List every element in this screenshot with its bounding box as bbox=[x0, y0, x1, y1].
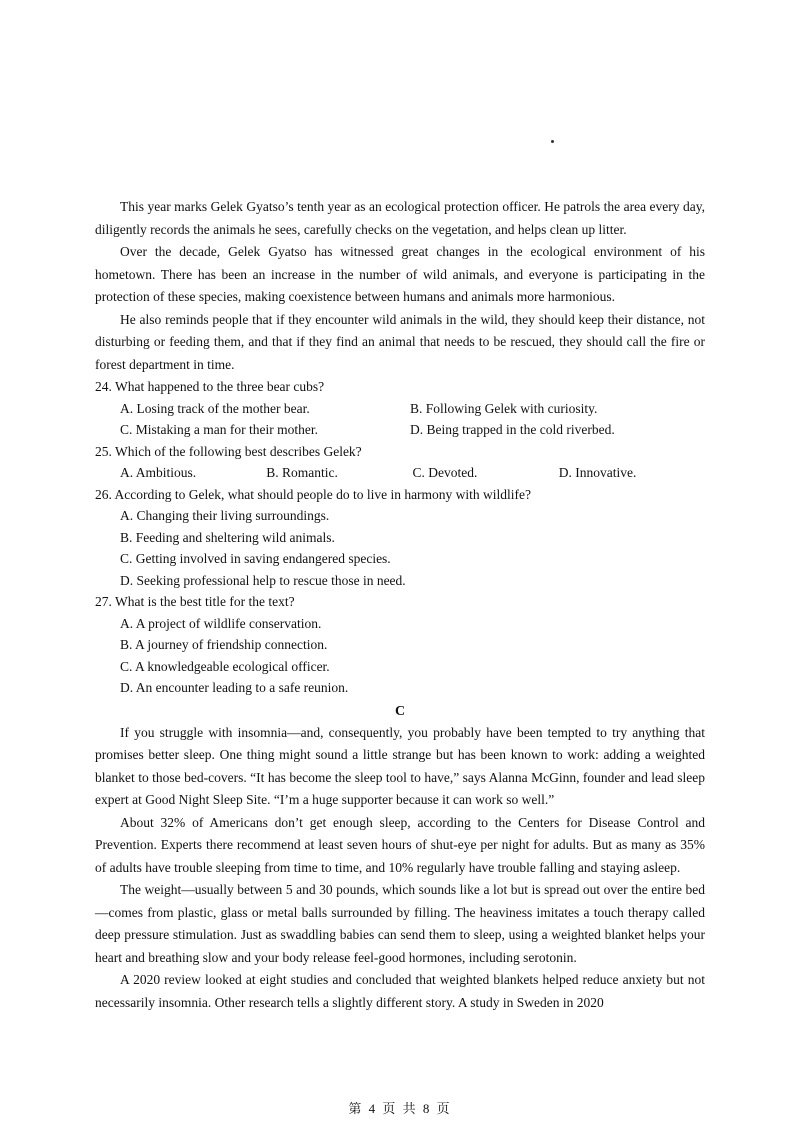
option-a: A. Losing track of the mother bear. bbox=[120, 400, 310, 416]
paragraph: The weight—usually between 5 and 30 pounds, which sounds like a lot but is spread out over the entire bed—comes from plastic, glass or metal balls surrounded by filling. The heaviness imitates a touch therapy called deep pressure stimulation. Just as swaddling babies can send them to sleep, using a weighted blanket helps your heart and breathing slow and your body release feel-good hormones, including serotonin. bbox=[95, 882, 705, 965]
question-25 bbox=[95, 441, 705, 484]
paragraph: He also reminds people that if they encounter wild animals in the wild, they should keep their distance, not disturbing or feeding them, and that if they find an animal that needs to be rescued, they should call the fire or forest department in time. bbox=[95, 311, 705, 372]
passage-c bbox=[95, 701, 705, 1015]
paragraph: Over the decade, Gelek Gyatso has witnessed great changes in the ecological environment of his hometown. There has been an increase in the number of wild animals, and everyone is participating in the protection of these species, making coexistence between humans and animals more harmonious. bbox=[95, 244, 705, 304]
paragraph: If you struggle with insomnia—and, consequently, you probably have been tempted to try anything that promises better sleep. One thing might sound a little strange but has been known to work: adding a weighted blanket to those bed-covers. “It has become the sleep tool to have,” says Alanna McGinn, founder and lead sleep expert at Good Night Sleep Site. “I’m a huge supporter because it can work so well.” bbox=[95, 724, 705, 807]
option-a: A. Changing their living surroundings. bbox=[120, 508, 330, 523]
question-stem: 25. Which of the following best describes Gelek? bbox=[95, 443, 362, 459]
question-26 bbox=[95, 484, 705, 592]
option-d: D. Being trapped in the cold riverbed. bbox=[410, 422, 615, 437]
option-d: D. Innovative. bbox=[558, 465, 637, 480]
page-footer: 第 4 页 共 8 页 bbox=[348, 1101, 452, 1116]
options-row bbox=[120, 398, 705, 420]
option-a: A. A project of wildlife conservation. bbox=[120, 615, 322, 631]
question-stem: 24. What happened to the three bear cubs? bbox=[95, 379, 325, 394]
option-b: B. Following Gelek with curiosity. bbox=[410, 400, 598, 416]
option-d: D. Seeking professional help to rescue those in need. bbox=[120, 572, 406, 588]
option-c: C. Mistaking a man for their mother. bbox=[120, 422, 318, 437]
paragraph: About 32% of Americans don’t get enough sleep, according to the Centers for Disease Control and Prevention. Experts there recommend at least seven hours of shut-eye per night for adults. But as many as 35% of adults have trouble sleeping from time to time, and 10% regularly have trouble falling and staying asleep. bbox=[95, 814, 705, 875]
options-row bbox=[120, 462, 705, 484]
page-content bbox=[95, 196, 705, 1014]
option-c: C. Devoted. bbox=[412, 465, 478, 480]
question-24 bbox=[95, 376, 705, 441]
section-label: C bbox=[394, 703, 406, 719]
paragraph: A 2020 review looked at eight studies and concluded that weighted blankets helped reduce anxiety but not necessarily insomnia. Other research tells a slightly different story. A study in Sweden in 2020 bbox=[95, 972, 705, 1010]
option-c: C. A knowledgeable ecological officer. bbox=[120, 658, 330, 674]
question-27 bbox=[95, 591, 705, 699]
question-stem: 27. What is the best title for the text? bbox=[95, 594, 295, 609]
option-c: C. Getting involved in saving endangered species. bbox=[120, 551, 391, 566]
question-stem: 26. According to Gelek, what should people do to live in harmony with wildlife? bbox=[95, 486, 532, 502]
paragraph: This year marks Gelek Gyatso’s tenth year as an ecological protection officer. He patrols the area every day, diligently records the animals he sees, carefully checks on the vegetation, and helps clean up litter. bbox=[95, 199, 705, 237]
passage-b bbox=[95, 196, 705, 376]
option-d: D. An encounter leading to a safe reunion. bbox=[120, 680, 349, 695]
option-b: B. Feeding and sheltering wild animals. bbox=[120, 529, 335, 545]
option-a: A. Ambitious. bbox=[120, 465, 197, 480]
option-b: B. Romantic. bbox=[266, 465, 338, 480]
scan-speck bbox=[551, 140, 554, 143]
option-b: B. A journey of friendship connection. bbox=[120, 637, 328, 652]
options-row bbox=[120, 419, 705, 441]
